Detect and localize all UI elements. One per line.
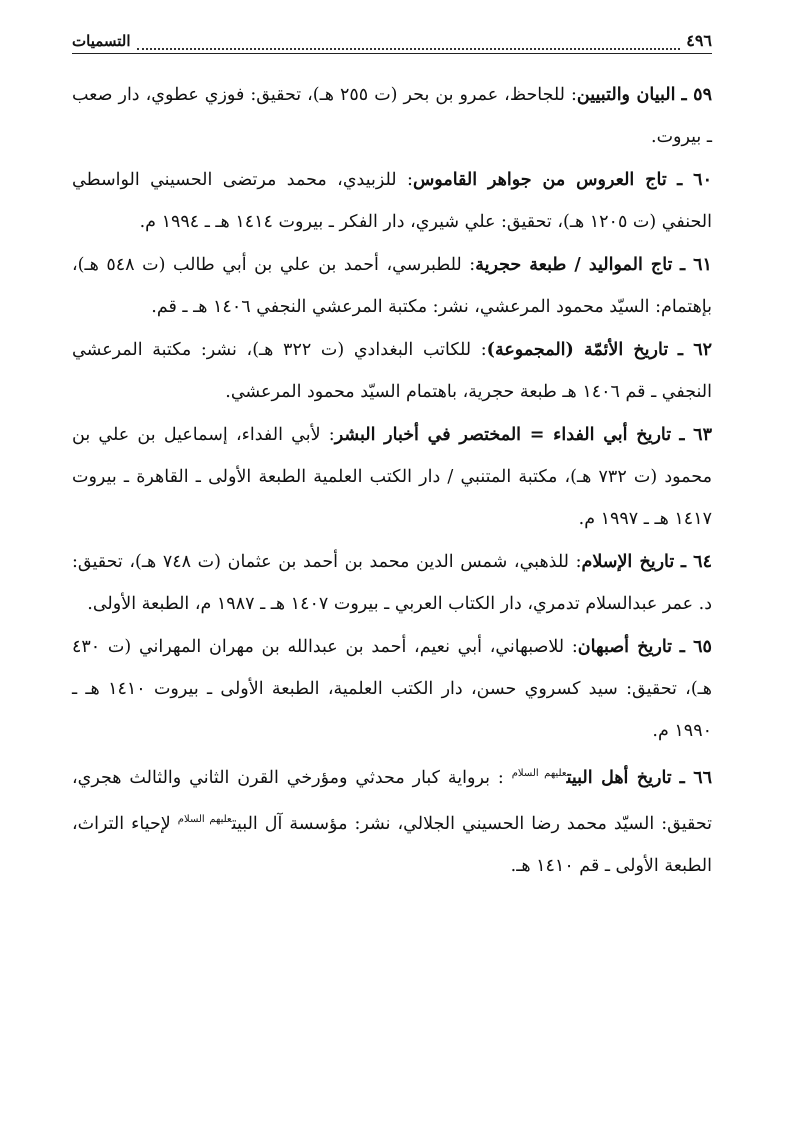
bibliography-entry (72, 626, 712, 752)
entry-text: : برواية كبار محدثي ومؤرخي القرن الثاني والثالث هجري، تحقيق: السيّد محمد رضا الحسيني الجلالي، نشر: مؤسسة آل البيت (72, 767, 712, 834)
entry-title: تاريخ أصبهان (577, 637, 673, 657)
page-number: ٤٩٦ (686, 31, 712, 50)
bibliography-list (72, 74, 712, 887)
entry-title: تاريخ أبي الفداء = المختصر في أخبار البشر (334, 425, 672, 445)
honorific-mark: عليهم السلام (177, 813, 232, 825)
entry-text: : للاصبهاني، أبي نعيم، أحمد بن عبدالله بن مهران المهراني (ت ٤٣٠ هـ)، تحقيق: سيد كسروي حسن، دار الكتب العلمية، الطبعة الأولى ـ بيروت ١٤١٠ هـ ـ ١٩٩٠ م. (72, 637, 713, 741)
bibliography-entry (72, 74, 712, 158)
entry-text: : للجاحظ، عمرو بن بحر (ت ٢٥٥ هـ)، تحقيق: فوزي عطوي، دار صعب ـ بيروت. (72, 85, 712, 147)
entry-number: ٦٠ ـ (677, 170, 712, 190)
entry-number: ٦٥ ـ (679, 637, 712, 657)
entry-text: : للكاتب البغدادي (ت ٣٢٢ هـ)، نشر: مكتبة المرعشي النجفي ـ قم ١٤٠٦ هـ طبعة حجرية، باهتمام السيّد محمود المرعشي. (72, 340, 712, 402)
entry-text: : للذهبي، شمس الدين محمد بن أحمد بن عثمان (ت ٧٤٨ هـ)، تحقيق: د. عمر عبدالسلام تدمري، دار الكتاب العربي ـ بيروت ١٤٠٧ هـ ـ ١٩٨٧ م، الطبعة الأولى. (72, 552, 712, 614)
page-header (72, 28, 712, 54)
entry-title: تاريخ أهل البيت (566, 767, 672, 788)
entry-number: ٥٩ ـ (681, 85, 712, 105)
entry-text: : لأبي الفداء، إسماعيل بن علي بن محمود (ت ٧٣٢ هـ)، مكتبة المتنبي / دار الكتب العلمية الطبعة الأولى ـ القاهرة ـ بيروت ١٤١٧ هـ ـ ١٩٩٧ م. (72, 425, 712, 529)
honorific-mark: عليهم السلام (511, 768, 567, 779)
entry-number: ٦٢ ـ (677, 340, 712, 360)
bibliography-entry (72, 541, 712, 625)
entry-text-continued: لإحياء التراث، الطبعة الأولى ـ قم ١٤١٠ هـ. (72, 813, 712, 876)
bibliography-entry (72, 159, 712, 243)
entry-text: : للطبرسي، أحمد بن علي بن أبي طالب (ت ٥٤٨ هـ)، بإهتمام: السيّد محمود المرعشي، نشر: مكتبة المرعشي النجفي ١٤٠٦ هـ ـ قم. (72, 255, 712, 317)
bibliography-entry (72, 753, 712, 887)
entry-title: تاج العروس من جواهر القاموس (412, 170, 667, 190)
entry-number: ٦٣ ـ (679, 425, 712, 445)
running-title: التسميات (72, 32, 131, 50)
entry-text: : للزبيدي، محمد مرتضى الحسيني الواسطي الحنفي (ت ١٢٠٥ هـ)، تحقيق: علي شيري، دار الفكر ـ بيروت ١٤١٤ هـ ـ ١٩٩٤ م. (72, 170, 712, 232)
entry-number: ٦٤ ـ (680, 552, 712, 572)
book-page (72, 28, 712, 888)
bibliography-entry (72, 244, 712, 328)
entry-title: البيان والتبيين (576, 85, 676, 105)
entry-number: ٦١ ـ (679, 255, 712, 275)
entry-title: تاريخ الإسلام (581, 552, 675, 572)
header-dot-leader (137, 38, 681, 50)
entry-title: تاريخ الأئمّة (المجموعة) (486, 340, 669, 360)
bibliography-entry (72, 414, 712, 540)
entry-number: ٦٦ ـ (679, 767, 712, 788)
entry-title: تاج المواليد / طبعة حجرية (475, 255, 673, 275)
bibliography-entry (72, 329, 712, 413)
